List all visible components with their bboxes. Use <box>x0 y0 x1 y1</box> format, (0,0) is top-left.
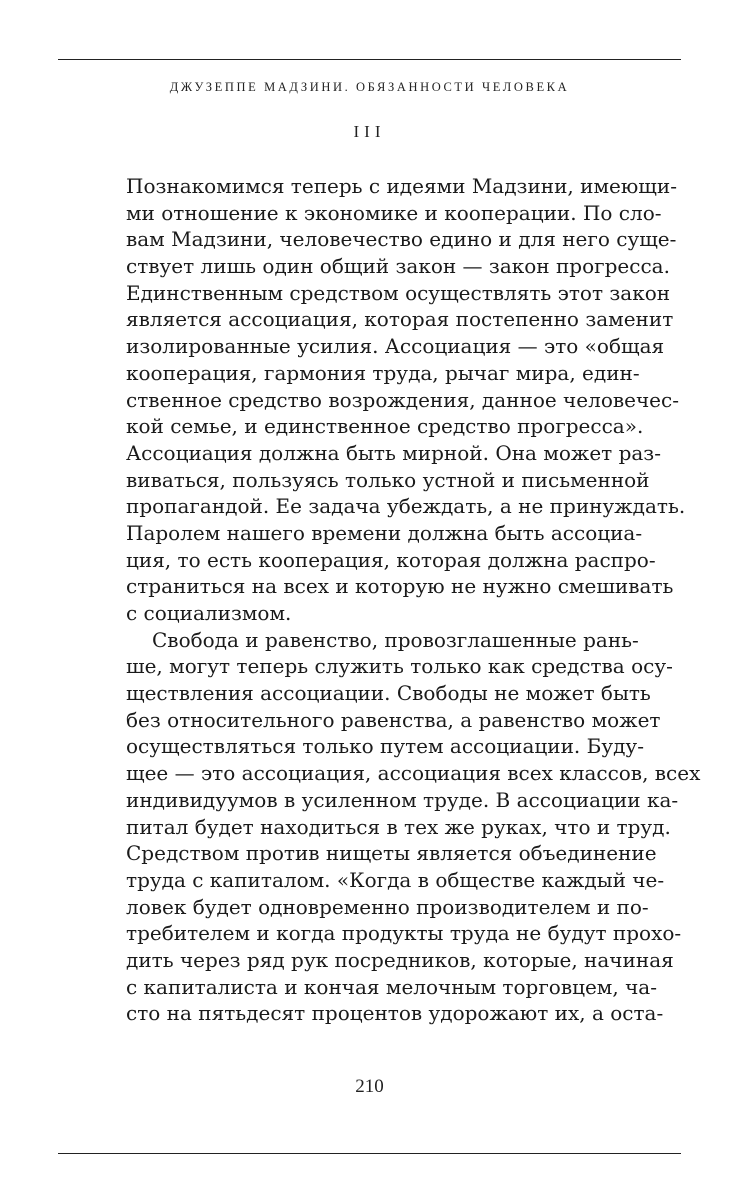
body-text <box>126 173 701 1027</box>
text-line: Единственным средством осуществлять этот закон <box>126 280 671 305</box>
text-line: Познакомимся теперь с идеями Мадзини, имеющи- <box>126 174 677 198</box>
text-line: труда с капиталом. «Когда в обществе каждый че- <box>126 867 665 892</box>
text-line: питал будет находиться в тех же руках, что и труд. <box>126 814 671 839</box>
text-line: ствует лишь один общий закон — закон прогресса. <box>126 254 670 279</box>
text-line: сто на пятьдесят процентов удорожают их, а оста- <box>126 1001 664 1026</box>
paragraph <box>126 627 701 1027</box>
text-line: ловек будет одновременно производителем и по- <box>126 894 649 919</box>
text-line: Средством против нищеты является объединение <box>126 841 657 866</box>
text-line: является ассоциация, которая постепенно заменит <box>126 307 674 332</box>
text-line: щее — это ассоциация, ассоциация всех классов, всех <box>126 761 701 786</box>
text-line: виваться, пользуясь только устной и письменной <box>126 467 650 492</box>
text-line: ция, то есть кооперация, которая должна распро- <box>126 547 656 572</box>
text-line: Ассоциация должна быть мирной. Она может раз- <box>126 440 661 465</box>
page-number: 210 <box>355 1076 384 1097</box>
text-line: изолированные усилия. Ассоциация — это «общая <box>126 334 665 359</box>
text-line: Паролем нашего времени должна быть ассоциа- <box>126 520 643 545</box>
text-line: кооперация, гармония труда, рычаг мира, един- <box>126 360 640 385</box>
text-line: вам Мадзини, человечество едино и для него суще- <box>126 227 677 252</box>
text-line: требителем и когда продукты труда не будут прохо- <box>126 921 682 946</box>
paragraph <box>126 173 686 627</box>
text-line: ми отношение к экономике и кооперации. По сло- <box>126 200 662 225</box>
text-line: пропагандой. Ее задача убеждать, а не принуждать. <box>126 494 686 519</box>
text-line: с капиталиста и кончая мелочным торговцем, ча- <box>126 974 657 999</box>
running-head: ДЖУЗЕППЕ МАДЗИНИ. ОБЯЗАННОСТИ ЧЕЛОВЕКА <box>169 80 570 94</box>
text-line: ществления ассоциации. Свободы не может быть <box>126 681 651 706</box>
text-line: с социализмом. <box>126 601 292 625</box>
text-line: страниться на всех и которую не нужно смешивать <box>126 574 674 599</box>
text-line: дить через ряд рук посредников, которые, начиная <box>126 947 674 972</box>
text-line: ственное средство возрождения, данное человечес- <box>126 387 679 412</box>
text-line: без относительного равенства, а равенство может <box>126 707 661 732</box>
section-number: III <box>353 122 386 141</box>
top-rule <box>58 59 681 60</box>
text-line: кой семье, и единственное средство прогресса». <box>126 414 644 439</box>
text-line: осуществляться только путем ассоциации. Буду- <box>126 734 644 759</box>
text-line: ше, могут теперь служить только как средства осу- <box>126 654 673 679</box>
bottom-rule <box>58 1153 681 1154</box>
text-line: индивидуумов в усиленном труде. В ассоциации ка- <box>126 787 679 812</box>
text-line: Свобода и равенство, провозглашенные рань- <box>152 627 639 652</box>
